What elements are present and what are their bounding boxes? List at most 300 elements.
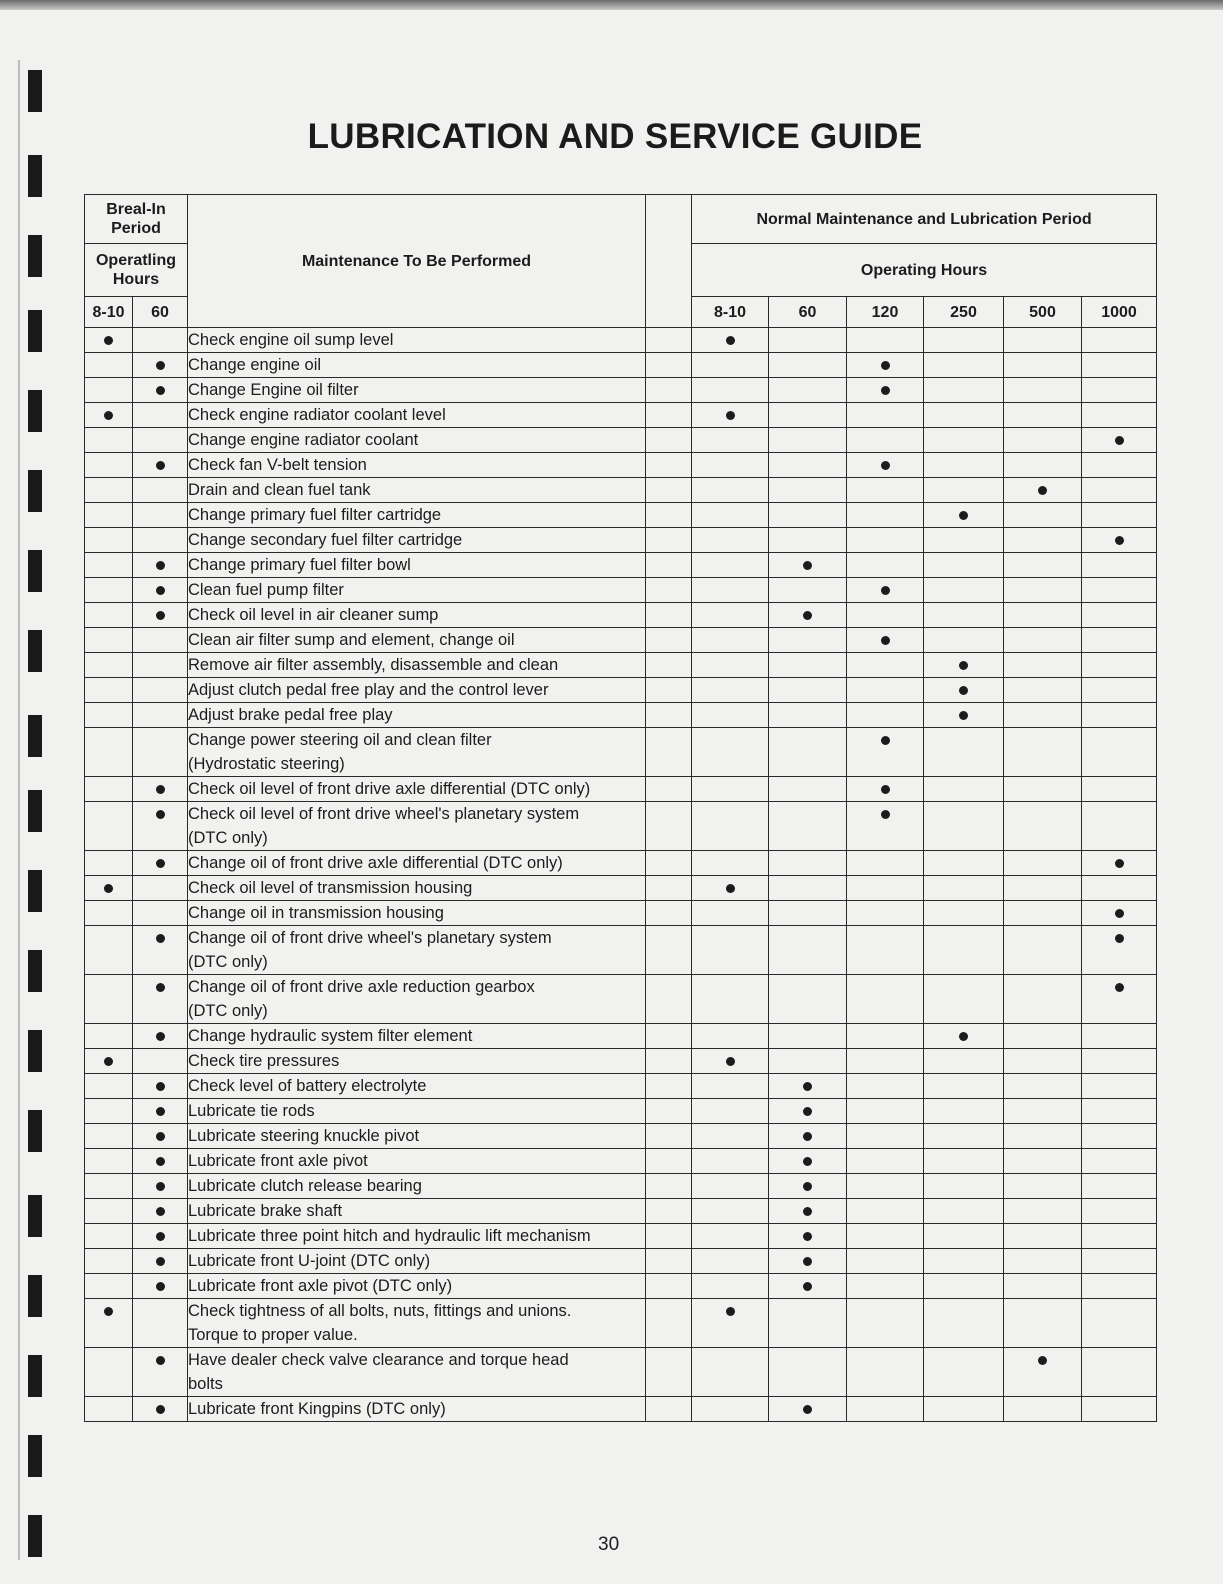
normal-period-cell [769, 1124, 847, 1149]
break-in-cell [133, 1274, 188, 1299]
table-row [85, 1299, 1157, 1348]
normal-period-cell [769, 926, 847, 975]
normal-period-cell [692, 901, 769, 926]
break-in-cell [133, 478, 188, 503]
normal-period-cell [1004, 926, 1082, 975]
table-row [85, 478, 1157, 503]
maintenance-task [188, 1224, 646, 1249]
normal-period-cell [924, 328, 1004, 353]
normal-period-cell [769, 1249, 847, 1274]
normal-period-cell [1004, 428, 1082, 453]
normal-period-cell [1004, 453, 1082, 478]
bullet-icon [803, 1082, 812, 1091]
normal-period-cell [1082, 1199, 1157, 1224]
table-row [85, 1049, 1157, 1074]
break-in-cell [85, 1174, 133, 1199]
normal-period-cell [1004, 653, 1082, 678]
normal-period-cell [924, 851, 1004, 876]
column-gap [646, 876, 692, 901]
normal-period-cell [847, 1397, 924, 1422]
normal-period-cell [692, 1149, 769, 1174]
normal-period-cell [924, 1024, 1004, 1049]
binding-tab [28, 235, 42, 277]
normal-period-cell [924, 1348, 1004, 1397]
normal-period-cell [692, 876, 769, 901]
column-gap [646, 328, 692, 353]
break-in-cell [133, 1124, 188, 1149]
break-in-cell [85, 378, 133, 403]
normal-period-cell [692, 1074, 769, 1099]
normal-period-cell [692, 403, 769, 428]
normal-period-cell [1004, 703, 1082, 728]
task-line: Check tire pressures [188, 1052, 340, 1070]
break-in-cell [133, 528, 188, 553]
table-row [85, 1249, 1157, 1274]
interval-header: 120 [847, 297, 924, 328]
break-in-cell [133, 975, 188, 1024]
break-in-cell [85, 428, 133, 453]
column-gap [646, 777, 692, 802]
break-in-cell [133, 628, 188, 653]
normal-period-cell [769, 802, 847, 851]
binding-tab [28, 470, 42, 512]
bullet-icon [104, 884, 113, 893]
normal-period-cell [692, 453, 769, 478]
normal-period-cell [692, 528, 769, 553]
bullet-icon [959, 661, 968, 670]
normal-period-cell [1082, 578, 1157, 603]
normal-period-cell [847, 553, 924, 578]
bullet-icon [1038, 486, 1047, 495]
bullet-icon [1115, 909, 1124, 918]
task-line: Change engine oil [188, 356, 322, 374]
task-line: Lubricate front axle pivot [188, 1152, 368, 1170]
task-line: Change engine radiator coolant [188, 431, 419, 449]
bullet-icon [156, 1405, 165, 1414]
normal-period-cell [692, 1199, 769, 1224]
maintenance-task [188, 1299, 646, 1348]
normal-period-cell [847, 678, 924, 703]
maintenance-header: Maintenance To Be Performed [188, 195, 646, 328]
break-in-cell [133, 728, 188, 777]
bullet-icon [156, 785, 165, 794]
normal-period-cell [924, 1174, 1004, 1199]
normal-period-cell [924, 353, 1004, 378]
column-gap [646, 603, 692, 628]
normal-period-cell [692, 1274, 769, 1299]
maintenance-task [188, 901, 646, 926]
normal-period-cell [769, 1299, 847, 1348]
normal-period-cell [1004, 1274, 1082, 1299]
normal-period-cell [769, 777, 847, 802]
normal-period-cell [924, 1274, 1004, 1299]
bullet-icon [156, 1207, 165, 1216]
normal-period-cell [924, 628, 1004, 653]
task-line: Lubricate clutch release bearing [188, 1177, 422, 1195]
maintenance-task [188, 876, 646, 901]
table-row [85, 926, 1157, 975]
task-line: Change power steering oil and clean filter [188, 731, 492, 749]
normal-period-cell [769, 603, 847, 628]
normal-period-cell [847, 975, 924, 1024]
task-line: Change hydraulic system filter element [188, 1027, 473, 1045]
normal-period-cell [847, 1348, 924, 1397]
normal-period-cell [1082, 1397, 1157, 1422]
binding-tab [28, 550, 42, 592]
bullet-icon [803, 1232, 812, 1241]
break-in-cell [133, 328, 188, 353]
bullet-icon [104, 1307, 113, 1316]
normal-period-cell [1004, 478, 1082, 503]
normal-period-cell [692, 777, 769, 802]
normal-period-cell [1082, 1149, 1157, 1174]
break-in-cell [85, 1224, 133, 1249]
bullet-icon [156, 1282, 165, 1291]
column-gap [646, 678, 692, 703]
bullet-icon [881, 361, 890, 370]
normal-period-cell [769, 851, 847, 876]
normal-period-cell [924, 1224, 1004, 1249]
break-in-cell [85, 1299, 133, 1348]
break-in-cell [133, 553, 188, 578]
normal-period-cell [692, 1224, 769, 1249]
table-row [85, 553, 1157, 578]
normal-period-cell [692, 653, 769, 678]
table-row [85, 1174, 1157, 1199]
column-gap [646, 728, 692, 777]
break-in-cell [133, 1224, 188, 1249]
table-row [85, 876, 1157, 901]
maintenance-task [188, 926, 646, 975]
normal-period-cell [847, 578, 924, 603]
column-gap [646, 703, 692, 728]
table-row [85, 603, 1157, 628]
table-row [85, 1348, 1157, 1397]
bullet-icon [881, 586, 890, 595]
normal-period-cell [1004, 1074, 1082, 1099]
table-row [85, 503, 1157, 528]
normal-period-cell [1082, 1274, 1157, 1299]
normal-period-cell [769, 1099, 847, 1124]
break-in-cell [85, 578, 133, 603]
table-row [85, 428, 1157, 453]
maintenance-task [188, 428, 646, 453]
normal-period-cell [692, 703, 769, 728]
normal-period-cell [847, 1099, 924, 1124]
break-in-cell [133, 678, 188, 703]
normal-period-cell [692, 1348, 769, 1397]
normal-period-cell [847, 353, 924, 378]
task-line: Change secondary fuel filter cartridge [188, 531, 463, 549]
normal-period-cell [847, 1199, 924, 1224]
maintenance-task [188, 403, 646, 428]
break-in-cell [85, 1348, 133, 1397]
normal-period-cell [924, 901, 1004, 926]
column-gap [646, 802, 692, 851]
normal-period-cell [847, 1224, 924, 1249]
column-gap [646, 1348, 692, 1397]
normal-period-cell [847, 603, 924, 628]
normal-period-cell [1004, 1124, 1082, 1149]
break-in-cell [85, 777, 133, 802]
normal-period-cell [1082, 453, 1157, 478]
normal-period-cell [847, 703, 924, 728]
maintenance-task [188, 802, 646, 851]
break-in-cell [85, 1274, 133, 1299]
normal-period-cell [769, 678, 847, 703]
maintenance-task [188, 1124, 646, 1149]
normal-period-cell [924, 503, 1004, 528]
task-line: Check oil level of front drive axle differential (DTC only) [188, 780, 591, 798]
binding-tab [28, 715, 42, 757]
bullet-icon [726, 411, 735, 420]
table-row [85, 777, 1157, 802]
normal-period-cell [1004, 1249, 1082, 1274]
maintenance-task [188, 353, 646, 378]
normal-hours-header: Operating Hours [692, 244, 1157, 297]
normal-period-cell [847, 528, 924, 553]
bullet-icon [959, 1032, 968, 1041]
break-in-cell [85, 802, 133, 851]
task-line: Lubricate three point hitch and hydraulic lift mechanism [188, 1227, 591, 1245]
break-in-cell [133, 603, 188, 628]
normal-period-cell [1004, 1024, 1082, 1049]
bullet-icon [156, 1157, 165, 1166]
normal-period-cell [1004, 528, 1082, 553]
bullet-icon [803, 1207, 812, 1216]
maintenance-task [188, 453, 646, 478]
task-line: Drain and clean fuel tank [188, 481, 371, 499]
normal-period-cell [692, 578, 769, 603]
break-in-cell [85, 1099, 133, 1124]
task-line: (Hydrostatic steering) [188, 755, 345, 773]
task-line: Change oil in transmission housing [188, 904, 444, 922]
bullet-icon [803, 1257, 812, 1266]
column-gap [646, 1397, 692, 1422]
interval-header: 1000 [1082, 297, 1157, 328]
break-in-cell [85, 1049, 133, 1074]
break-in-period-header: Breal-In Period [85, 195, 188, 244]
normal-period-cell [1082, 1299, 1157, 1348]
column-gap [646, 1149, 692, 1174]
task-line: Change primary fuel filter bowl [188, 556, 411, 574]
normal-period-cell [1082, 328, 1157, 353]
column-gap [646, 901, 692, 926]
task-line: Lubricate front Kingpins (DTC only) [188, 1400, 446, 1418]
normal-period-cell [1082, 528, 1157, 553]
maintenance-task [188, 703, 646, 728]
normal-period-cell [692, 678, 769, 703]
bullet-icon [803, 1107, 812, 1116]
break-in-cell [85, 328, 133, 353]
binding-tab [28, 155, 42, 197]
binding-tab [28, 1355, 42, 1397]
table-row [85, 728, 1157, 777]
normal-period-cell [1082, 503, 1157, 528]
table-row [85, 653, 1157, 678]
binding-tab [28, 1515, 42, 1557]
column-gap [646, 553, 692, 578]
normal-period-cell [692, 353, 769, 378]
binding-tab [28, 950, 42, 992]
normal-period-cell [1004, 1224, 1082, 1249]
maintenance-task [188, 503, 646, 528]
normal-period-cell [847, 802, 924, 851]
break-in-cell [85, 503, 133, 528]
normal-period-cell [847, 728, 924, 777]
bullet-icon [881, 636, 890, 645]
column-gap [646, 926, 692, 975]
normal-period-cell [1082, 353, 1157, 378]
normal-period-cell [924, 378, 1004, 403]
column-gap [646, 1299, 692, 1348]
bullet-icon [959, 686, 968, 695]
normal-period-cell [847, 1149, 924, 1174]
bullet-icon [156, 611, 165, 620]
normal-period-cell [769, 975, 847, 1024]
normal-period-cell [1082, 777, 1157, 802]
maintenance-task [188, 1149, 646, 1174]
break-in-cell [85, 1397, 133, 1422]
normal-period-cell [1082, 428, 1157, 453]
maintenance-task [188, 728, 646, 777]
page-title: LUBRICATION AND SERVICE GUIDE [307, 117, 923, 156]
normal-period-cell [924, 1249, 1004, 1274]
break-in-cell [85, 1124, 133, 1149]
bullet-icon [881, 736, 890, 745]
break-in-cell [85, 1149, 133, 1174]
binding-tab [28, 1030, 42, 1072]
task-line: Lubricate steering knuckle pivot [188, 1127, 420, 1145]
normal-period-cell [769, 653, 847, 678]
bullet-icon [156, 934, 165, 943]
interval-header: 500 [1004, 297, 1082, 328]
normal-period-cell [1082, 1074, 1157, 1099]
break-in-cell [85, 703, 133, 728]
break-in-cell [133, 851, 188, 876]
task-line: Clean fuel pump filter [188, 581, 344, 599]
normal-period-cell [769, 1224, 847, 1249]
break-in-cell [85, 975, 133, 1024]
task-line: Torque to proper value. [188, 1326, 358, 1344]
normal-period-cell [769, 703, 847, 728]
normal-period-cell [1082, 876, 1157, 901]
bullet-icon [156, 1032, 165, 1041]
normal-period-cell [924, 802, 1004, 851]
normal-period-cell [1082, 553, 1157, 578]
maintenance-task [188, 1274, 646, 1299]
normal-period-cell [1004, 678, 1082, 703]
bullet-icon [156, 561, 165, 570]
table-row [85, 1274, 1157, 1299]
normal-period-cell [769, 553, 847, 578]
maintenance-task [188, 578, 646, 603]
normal-period-cell [692, 1099, 769, 1124]
column-gap [646, 578, 692, 603]
break-in-cell [133, 1397, 188, 1422]
bullet-icon [881, 785, 890, 794]
normal-period-cell [1082, 703, 1157, 728]
normal-period-cell [847, 876, 924, 901]
normal-period-cell [847, 777, 924, 802]
interval-header: 60 [133, 297, 188, 328]
normal-period-cell [847, 1074, 924, 1099]
normal-period-cell [1082, 1024, 1157, 1049]
column-gap [646, 1024, 692, 1049]
column-gap [646, 503, 692, 528]
normal-period-cell [1082, 1174, 1157, 1199]
column-gap [646, 453, 692, 478]
normal-period-cell [847, 428, 924, 453]
normal-period-cell [924, 1049, 1004, 1074]
maintenance-task [188, 603, 646, 628]
break-in-cell [133, 1099, 188, 1124]
bullet-icon [803, 611, 812, 620]
page-number: 30 [598, 1534, 620, 1555]
bullet-icon [803, 1282, 812, 1291]
normal-period-cell [769, 328, 847, 353]
normal-period-cell [1082, 901, 1157, 926]
task-line: Change oil of front drive axle differential (DTC only) [188, 854, 563, 872]
normal-period-cell [847, 403, 924, 428]
table-row [85, 328, 1157, 353]
break-in-cell [133, 1074, 188, 1099]
normal-period-cell [847, 851, 924, 876]
break-in-cell [133, 1024, 188, 1049]
normal-period-cell [1004, 728, 1082, 777]
break-in-cell [133, 1149, 188, 1174]
bullet-icon [1038, 1356, 1047, 1365]
maintenance-task [188, 1199, 646, 1224]
bullet-icon [156, 461, 165, 470]
break-in-cell [85, 528, 133, 553]
bullet-icon [803, 1157, 812, 1166]
maintenance-task [188, 851, 646, 876]
bullet-icon [1115, 859, 1124, 868]
column-gap [646, 1099, 692, 1124]
bullet-icon [1115, 983, 1124, 992]
normal-period-cell [1082, 1224, 1157, 1249]
task-line: Check oil level of front drive wheel's planetary system [188, 805, 580, 823]
normal-period-cell [924, 975, 1004, 1024]
normal-period-cell [924, 1124, 1004, 1149]
normal-period-cell [924, 528, 1004, 553]
binding-tab [28, 70, 42, 112]
table-row [85, 628, 1157, 653]
normal-period-cell [847, 1274, 924, 1299]
binding-tab [28, 390, 42, 432]
bullet-icon [803, 1405, 812, 1414]
task-line: Check level of battery electrolyte [188, 1077, 427, 1095]
bullet-icon [726, 336, 735, 345]
task-line: Clean air filter sump and element, change oil [188, 631, 515, 649]
normal-period-cell [769, 728, 847, 777]
break-in-cell [85, 876, 133, 901]
normal-period-cell [1004, 1299, 1082, 1348]
table-row [85, 975, 1157, 1024]
normal-period-cell [692, 478, 769, 503]
normal-period-cell [1082, 678, 1157, 703]
normal-period-cell [1004, 328, 1082, 353]
break-in-cell [85, 851, 133, 876]
normal-period-cell [1082, 1124, 1157, 1149]
normal-period-cell [1082, 926, 1157, 975]
normal-period-cell [924, 603, 1004, 628]
interval-header: 250 [924, 297, 1004, 328]
normal-period-cell [1004, 578, 1082, 603]
bullet-icon [726, 1057, 735, 1066]
binding-tab [28, 1435, 42, 1477]
